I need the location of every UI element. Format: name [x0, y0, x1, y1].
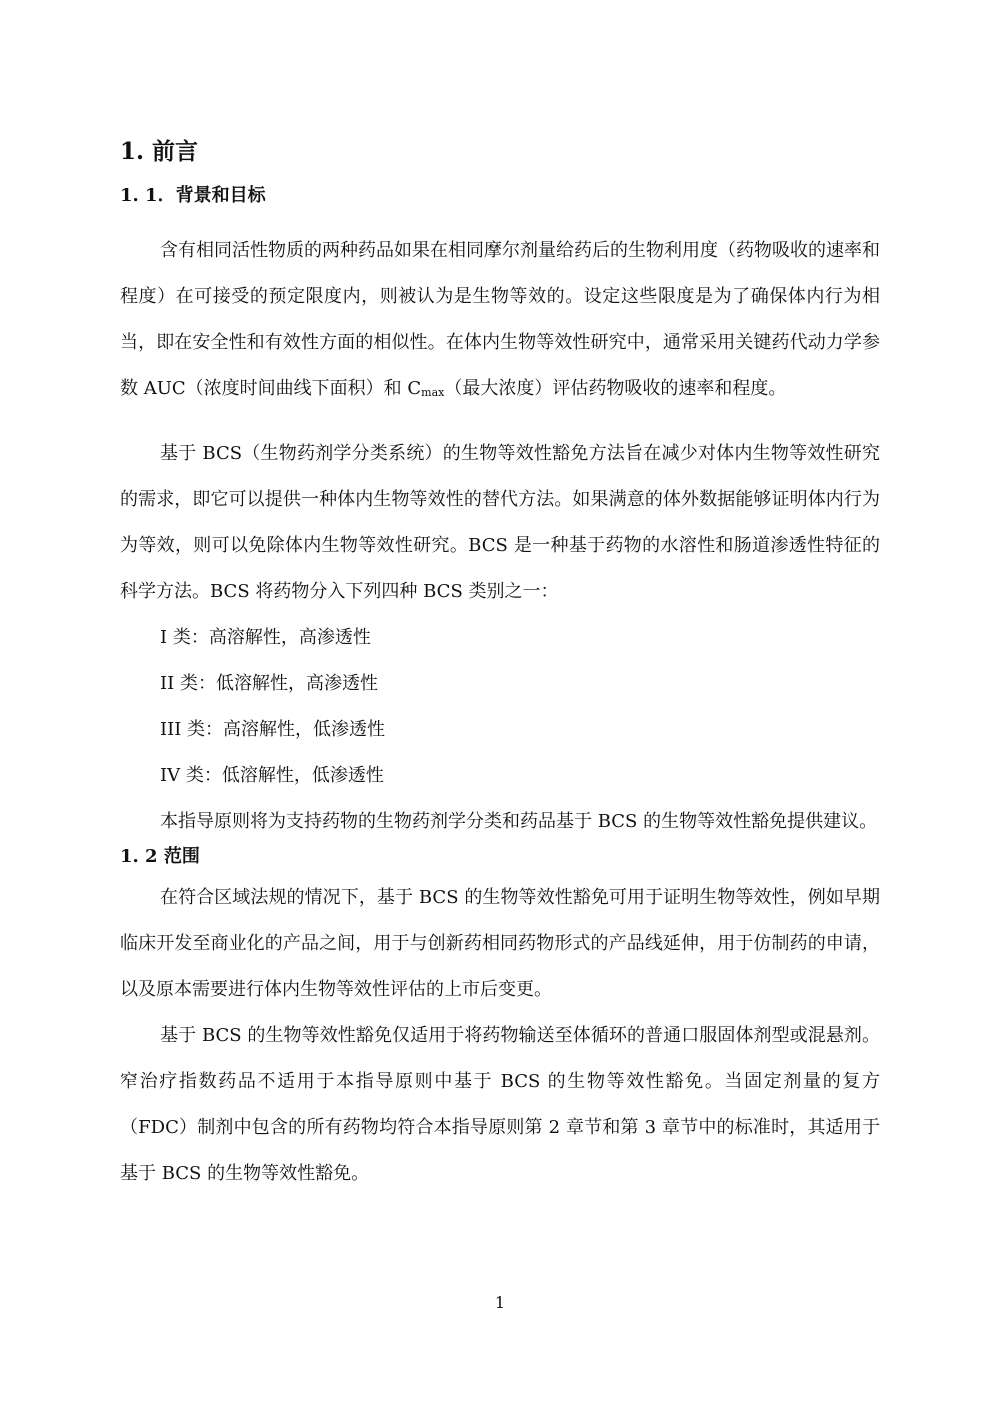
paragraph-bcs-biowaiver: 基于 BCS（生物药剂学分类系统）的生物等效性豁免方法旨在减少对体内生物等效性研究的需求，即它可以提供一种体内生物等效性的替代方法。如果满意的体外数据能够证明体内行为为等效，则可以免除体内生物等效性研究。BCS 是一种基于药物的水溶性和肠道渗透性特征的科学方法。BCS 将药物分入下列四种 BCS 类别之一： — [120, 443, 880, 602]
bcs-class-item: I 类：高溶解性，高渗透性 — [160, 627, 371, 648]
bcs-class-item: II 类：低溶解性，高渗透性 — [160, 673, 378, 694]
paragraph-scope-applicability: 在符合区域法规的情况下，基于 BCS 的生物等效性豁免可用于证明生物等效性，例如早期临床开发至商业化的产品之间，用于与创新药相同药物形式的产品线延伸，用于仿制药的申请，以及原本需要进行体内生物等效性评估的上市后变更。 — [120, 887, 880, 1000]
chapter-heading: 1. 前言 — [120, 138, 199, 165]
page-number: 1 — [494, 1293, 506, 1312]
paragraph-scope-dosage-forms: 基于 BCS 的生物等效性豁免仅适用于将药物输送至体循环的普通口服固体剂型或混悬剂。窄治疗指数药品不适用于本指导原则中基于 BCS 的生物等效性豁免。当固定剂量的复方（FDC）制剂中包含的所有药物均符合本指导原则第 2 章节和第 3 章节中的标准时，其适用于基于 BCS 的生物等效性豁免。 — [120, 1025, 880, 1184]
bcs-class-item: III 类：高溶解性，低渗透性 — [160, 719, 386, 740]
cmax-subscript: max — [421, 386, 445, 399]
section-heading-background: 1. 1．背景和目标 — [120, 185, 266, 206]
paragraph-text: 含有相同活性物质的两种药品如果在相同摩尔剂量给药后的生物利用度（药物吸收的速率和程度）在可接受的预定限度内，则被认为是生物等效的。设定这些限度是为了确保体内行为相当，即在安全性和有效性方面的相似性。在体内生物等效性研究中，通常采用关键药代动力学参数 AUC（浓度时间曲线下面积）和 C — [120, 240, 880, 399]
bcs-class-item: IV 类：低溶解性，低渗透性 — [160, 765, 384, 786]
paragraph-bioequivalence-definition — [120, 228, 880, 416]
paragraph-guideline-purpose: 本指导原则将为支持药物的生物药剂学分类和药品基于 BCS 的生物等效性豁免提供建议。 — [160, 811, 878, 832]
section-heading-scope: 1. 2 范围 — [120, 846, 200, 867]
paragraph-text-continued: （最大浓度）评估药物吸收的速率和程度。 — [444, 378, 787, 399]
page-content — [120, 132, 880, 1197]
